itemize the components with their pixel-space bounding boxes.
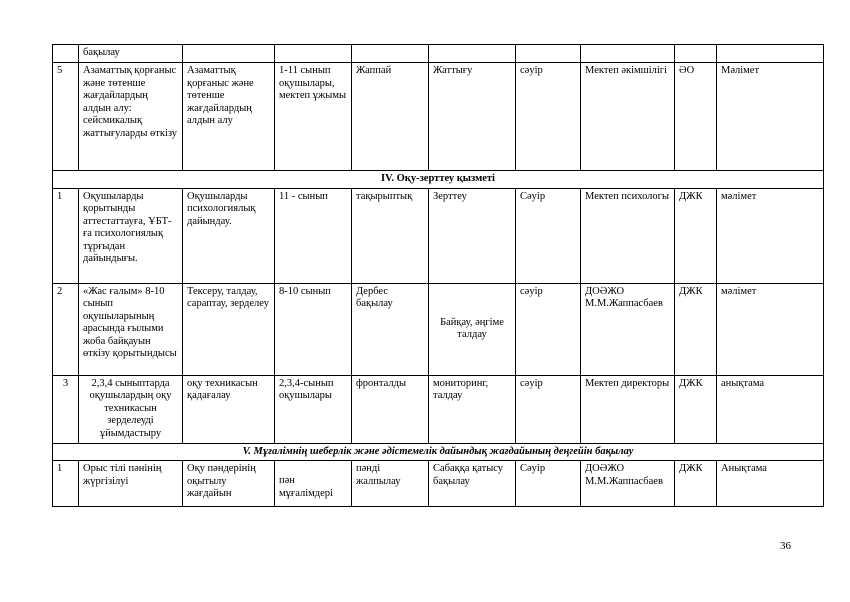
table-cell: Мектеп директоры — [581, 375, 675, 443]
table-cell: Дербес бақылау — [352, 283, 429, 375]
section-row — [53, 171, 824, 189]
table-cell: сәуір — [516, 63, 581, 171]
table-cell: ДЖК — [675, 375, 717, 443]
table-cell: ДОӘЖО М.М.Жаппасбаев — [581, 283, 675, 375]
table-cell: «Жас ғалым» 8-10 сынып оқушыларының арасында ғылыми жоба байқауын өткізу қорытындысы — [79, 283, 183, 375]
table-cell: Орыс тілі пәнінің жүргізілуі — [79, 461, 183, 507]
table-cell: Жаппай — [352, 63, 429, 171]
table-cell: фронталды — [352, 375, 429, 443]
table-cell: 2,3,4-сынып оқушылары — [275, 375, 352, 443]
table-cell — [183, 45, 275, 63]
section-row — [53, 443, 824, 461]
table-cell: Мәлімет — [717, 63, 824, 171]
table-cell: ДОӘЖО М.М.Жаппасбаев — [581, 461, 675, 507]
table-cell: Сәуір — [516, 188, 581, 283]
section-heading: IV. Оқу-зерттеу қызметі — [53, 171, 824, 189]
table-row — [53, 283, 824, 375]
table-cell: 2 — [53, 283, 79, 375]
table-cell: Оқу пәндерінің оқытылу жағдайын — [183, 461, 275, 507]
table-cell: 1 — [53, 188, 79, 283]
table-row — [53, 375, 824, 443]
table-cell — [429, 45, 516, 63]
table-cell: оқу техникасын қадағалау — [183, 375, 275, 443]
table-cell: Оқушыларды психологиялық дайындау. — [183, 188, 275, 283]
table-cell: Байқау, әңгіме талдау — [429, 283, 516, 375]
table-cell: 11 - сынып — [275, 188, 352, 283]
table-cell: Сәуір — [516, 461, 581, 507]
table-cell: Жаттығу — [429, 63, 516, 171]
table-cell: сәуір — [516, 375, 581, 443]
table-cell: 2,3,4 сыныптарда оқушылардың оқу техникасын зерделеуді ұйымдастыру — [79, 375, 183, 443]
section-heading: V. Мұғалімнің шеберлік және әдістемелік дайындық жағдайының деңгейін бақылау — [53, 443, 824, 461]
table-cell: ДЖК — [675, 188, 717, 283]
table-cell — [352, 45, 429, 63]
table-cell: Тексеру, талдау, сараптау, зерделеу — [183, 283, 275, 375]
table-cell: ӘО — [675, 63, 717, 171]
table-row — [53, 45, 824, 63]
table-cell: Оқушыларды қорытынды аттестаттауға, ҰБТ-ға психологиялық тұрғыдан дайындығы. — [79, 188, 183, 283]
table-cell — [53, 45, 79, 63]
table-cell — [516, 45, 581, 63]
table-cell — [275, 45, 352, 63]
table-cell — [675, 45, 717, 63]
table-cell: тақырыптық — [352, 188, 429, 283]
table-cell: пән мұғалімдері — [275, 461, 352, 507]
table-cell — [581, 45, 675, 63]
table-cell: 1 — [53, 461, 79, 507]
table-cell: анықтама — [717, 375, 824, 443]
table-cell: мәлімет — [717, 188, 824, 283]
table-cell: 8-10 сынып — [275, 283, 352, 375]
table-cell: ДЖК — [675, 461, 717, 507]
table-cell: Мектеп психологы — [581, 188, 675, 283]
table-cell — [717, 45, 824, 63]
table-cell: пәнді жалпылау — [352, 461, 429, 507]
table-cell: Зерттеу — [429, 188, 516, 283]
table-cell: Азаматтық қорғаныс және төтенше жағдайлардың алдын алу: сейсмикалық жаттығуларды өткізу — [79, 63, 183, 171]
table-cell: Анықтама — [717, 461, 824, 507]
table-cell: бақылау — [79, 45, 183, 63]
table-cell: мәлімет — [717, 283, 824, 375]
table-cell: мониторинг, талдау — [429, 375, 516, 443]
table-cell: Азаматтық қорғаныс және төтенше жағдайлардың алдын алу — [183, 63, 275, 171]
table-row — [53, 188, 824, 283]
table-cell: 1-11 сынып оқушылары, мектеп ұжымы — [275, 63, 352, 171]
table-row — [53, 63, 824, 171]
table-cell: Сабаққа қатысу бақылау — [429, 461, 516, 507]
table-cell: Мектеп әкімшілігі — [581, 63, 675, 171]
table-cell: сәуір — [516, 283, 581, 375]
table-row — [53, 461, 824, 507]
table-cell: 3 — [53, 375, 79, 443]
page-number: 36 — [780, 540, 791, 552]
plan-table — [52, 44, 824, 507]
table-cell: 5 — [53, 63, 79, 171]
table-cell: ДЖК — [675, 283, 717, 375]
